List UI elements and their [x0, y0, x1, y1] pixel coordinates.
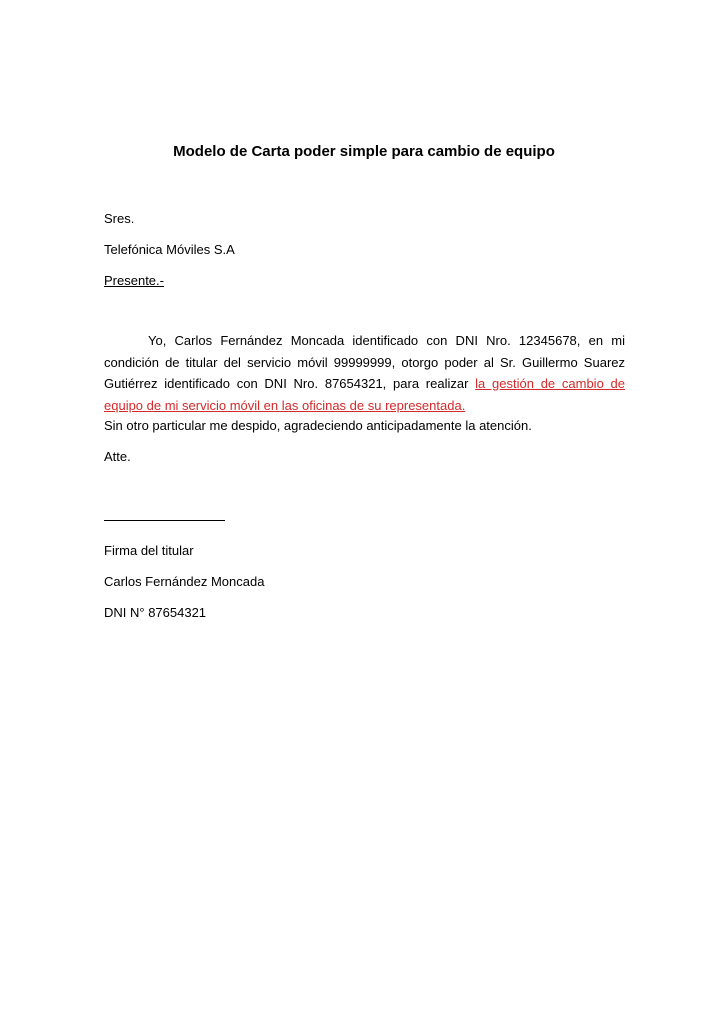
- presente-label: Presente.-: [104, 273, 164, 288]
- farewell-line: Sin otro particular me despido, agradeciendo anticipadamente la atención.: [104, 418, 532, 433]
- document-title: Modelo de Carta poder simple para cambio de equipo: [173, 143, 555, 160]
- body-paragraph: [104, 330, 625, 416]
- signature-line: [104, 520, 225, 521]
- highlighted-text: la gestión de cambio de equipo de mi servicio móvil en las oficinas de su representada.: [104, 376, 626, 413]
- recipient-company: Telefónica Móviles S.A: [104, 242, 235, 257]
- signature-dni: DNI N° 87654321: [104, 605, 207, 620]
- closing-line: Atte.: [104, 449, 131, 464]
- signature-label: Firma del titular: [104, 543, 194, 558]
- salutation: Sres.: [104, 211, 135, 226]
- body-text: Yo, Carlos Fernández Moncada identificado con DNI Nro. 12345678, en mi condición de titular del servicio móvil 99999999, otorgo poder al Sr. Guillermo Suarez Gutiérrez identificado con DNI Nro. 87654321, para realizar: [104, 333, 625, 391]
- signature-name: Carlos Fernández Moncada: [104, 574, 265, 589]
